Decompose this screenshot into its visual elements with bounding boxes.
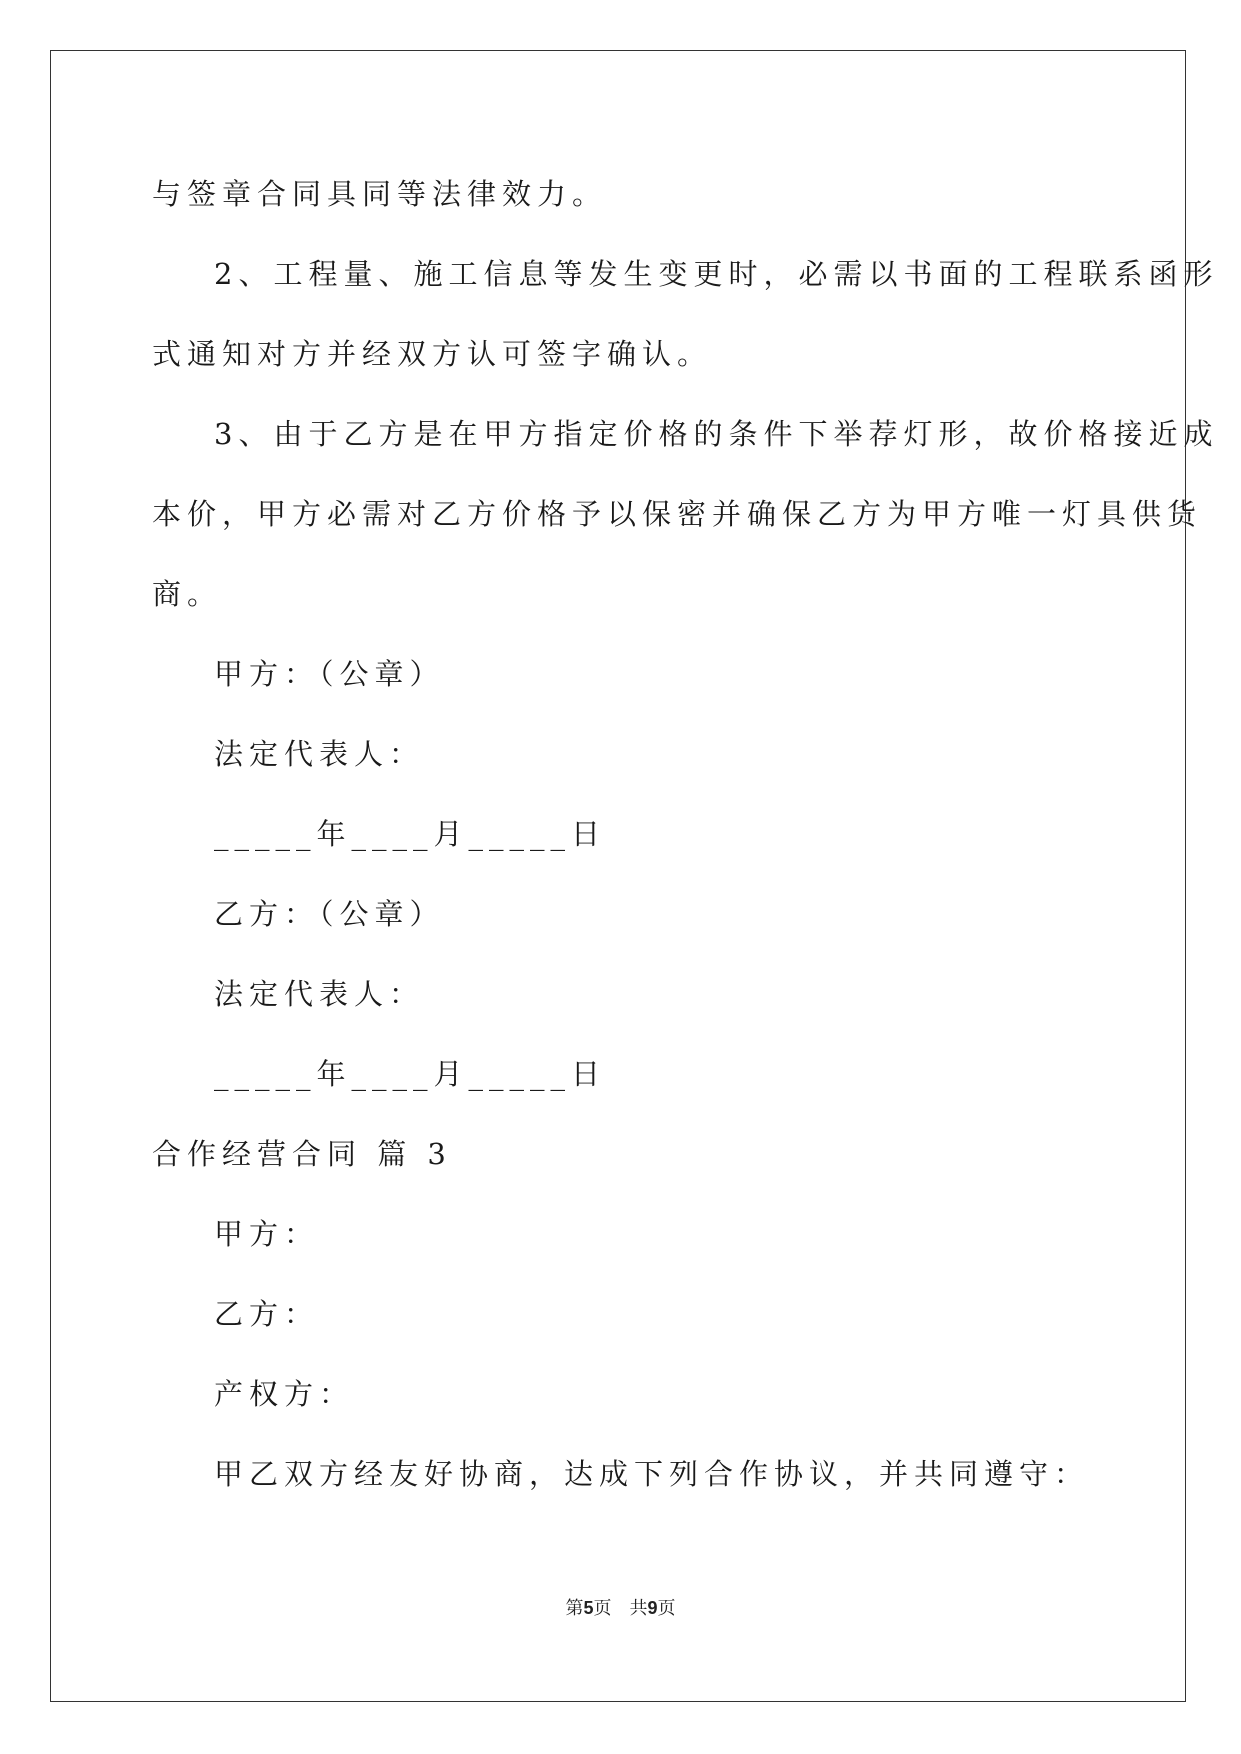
- paragraph-line: 本价，甲方必需对乙方价格予以保密并确保乙方为甲方唯一灯具供货: [152, 497, 1203, 531]
- party-a-label: 甲方：: [214, 1217, 320, 1251]
- footer-suffix: 页: [657, 1598, 676, 1619]
- page-footer: [0, 1594, 1241, 1620]
- paragraph-line: 3、由于乙方是在甲方指定价格的条件下举荐灯形，故价格接近成: [214, 417, 1219, 451]
- paragraph-line: 2、工程量、施工信息等发生变更时，必需以书面的工程联系函形: [214, 257, 1219, 291]
- paragraph-line: 商。: [152, 577, 223, 611]
- legal-representative-label: 法定代表人：: [214, 977, 425, 1011]
- date-line: _____年____月_____日: [214, 817, 607, 851]
- footer-middle: 页 共: [593, 1598, 648, 1619]
- footer-prefix: 第: [565, 1598, 584, 1619]
- party-a-seal-label: 甲方：（公章）: [214, 657, 445, 691]
- section-heading: 合作经营合同 篇 3: [152, 1137, 452, 1171]
- total-page-number: 9: [647, 1598, 658, 1618]
- property-owner-label: 产权方：: [214, 1377, 355, 1411]
- party-b-seal-label: 乙方：（公章）: [214, 897, 445, 931]
- date-line: _____年____月_____日: [214, 1057, 607, 1091]
- current-page-number: 5: [583, 1598, 594, 1618]
- party-b-label: 乙方：: [214, 1297, 320, 1331]
- legal-representative-label: 法定代表人：: [214, 737, 425, 771]
- paragraph-line: 甲乙双方经友好协商，达成下列合作协议，并共同遵守：: [214, 1457, 1090, 1491]
- paragraph-line: 式通知对方并经双方认可签字确认。: [152, 337, 713, 371]
- paragraph-line: 与签章合同具同等法律效力。: [152, 177, 608, 211]
